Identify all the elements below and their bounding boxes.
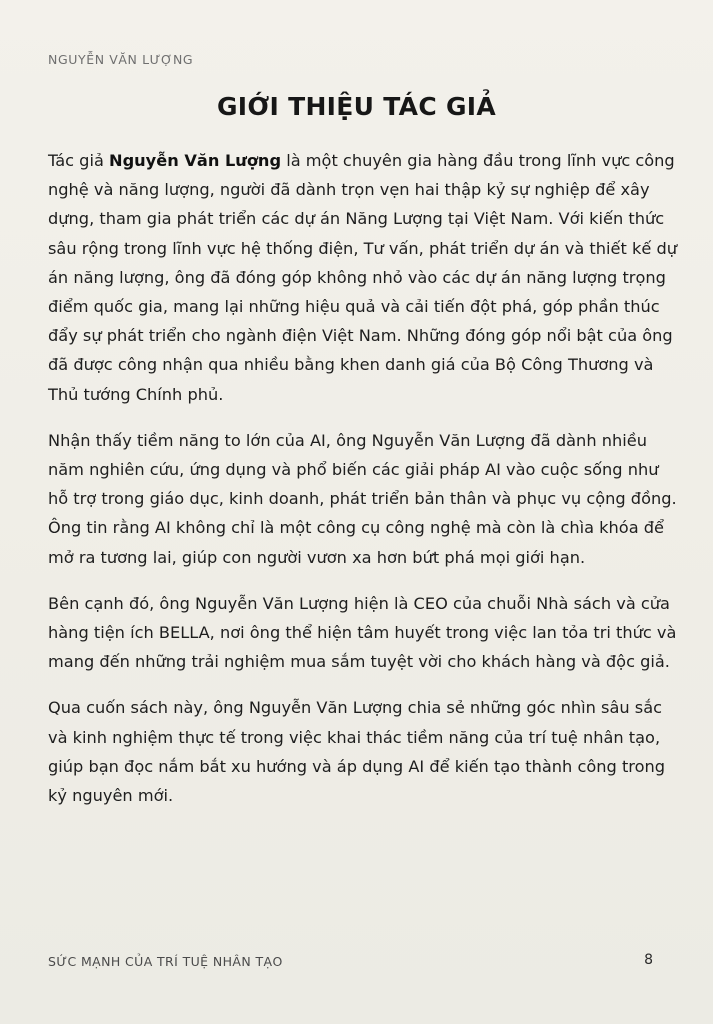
paragraph-1 bbox=[48, 146, 680, 409]
running-head: NGUYỄN VĂN LƯỢNG bbox=[48, 52, 194, 67]
paragraph-1-lead: Tác giả bbox=[48, 151, 110, 170]
footer-book-title: SỨC MẠNH CỦA TRÍ TUỆ NHÂN TẠO bbox=[48, 954, 283, 969]
page-title: GIỚI THIỆU TÁC GIẢ bbox=[216, 92, 497, 121]
paragraph-2: Nhận thấy tiềm năng to lớn của AI, ông Nguyễn Văn Lượng đã dành nhiều năm nghiên cứu, ứng dụng và phổ biến các giải pháp AI vào cuộc sống như hỗ trợ trong giáo dục, kinh doanh, phát triển bản thân và phục vụ cộng đồng. Ông tin rằng AI không chỉ là một công cụ công nghệ mà còn là chìa khóa để mở ra tương lai, giúp con người vươn xa hơn bứt phá mọi giới hạn. bbox=[48, 430, 677, 567]
body-text bbox=[48, 146, 680, 827]
paragraph-4: Qua cuốn sách này, ông Nguyễn Văn Lượng chia sẻ những góc nhìn sâu sắc và kinh nghiệm thực tế trong việc khai thác tiềm năng của trí tuệ nhân tạo, giúp bạn đọc nắm bắt xu hướng và áp dụng AI để kiến tạo thành công trong kỷ nguyên mới. bbox=[48, 698, 666, 806]
author-name: Nguyễn Văn Lượng bbox=[109, 151, 282, 170]
paragraph-1-rest: là một chuyên gia hàng đầu trong lĩnh vực công nghệ và năng lượng, người đã dành trọn vẹn hai thập kỷ sự nghiệp để xây dựng, tham gia phát triển các dự án Năng Lượng tại Việt Nam. Với kiến thức sâu rộng trong lĩnh vực hệ thống điện, Tư vấn, phát triển dự án và thiết kế dự án năng lượng, ông đã đóng góp không nhỏ vào các dự án năng lượng trọng điểm quốc gia, mang lại những hiệu quả và cải tiến đột phá, góp phần thúc đẩy sự phát triển cho ngành điện Việt Nam. Những đóng góp nổi bật của ông đã được công nhận qua nhiều bằng khen danh giá của Bộ Công Thương và Thủ tướng Chính phủ. bbox=[48, 151, 677, 404]
paragraph-3: Bên cạnh đó, ông Nguyễn Văn Lượng hiện là CEO của chuỗi Nhà sách và cửa hàng tiện ích BELLA, nơi ông thể hiện tâm huyết trong việc lan tỏa tri thức và mang đến những trải nghiệm mua sắm tuyệt vời cho khách hàng và độc giả. bbox=[48, 593, 677, 672]
page-number: 8 bbox=[644, 952, 653, 968]
